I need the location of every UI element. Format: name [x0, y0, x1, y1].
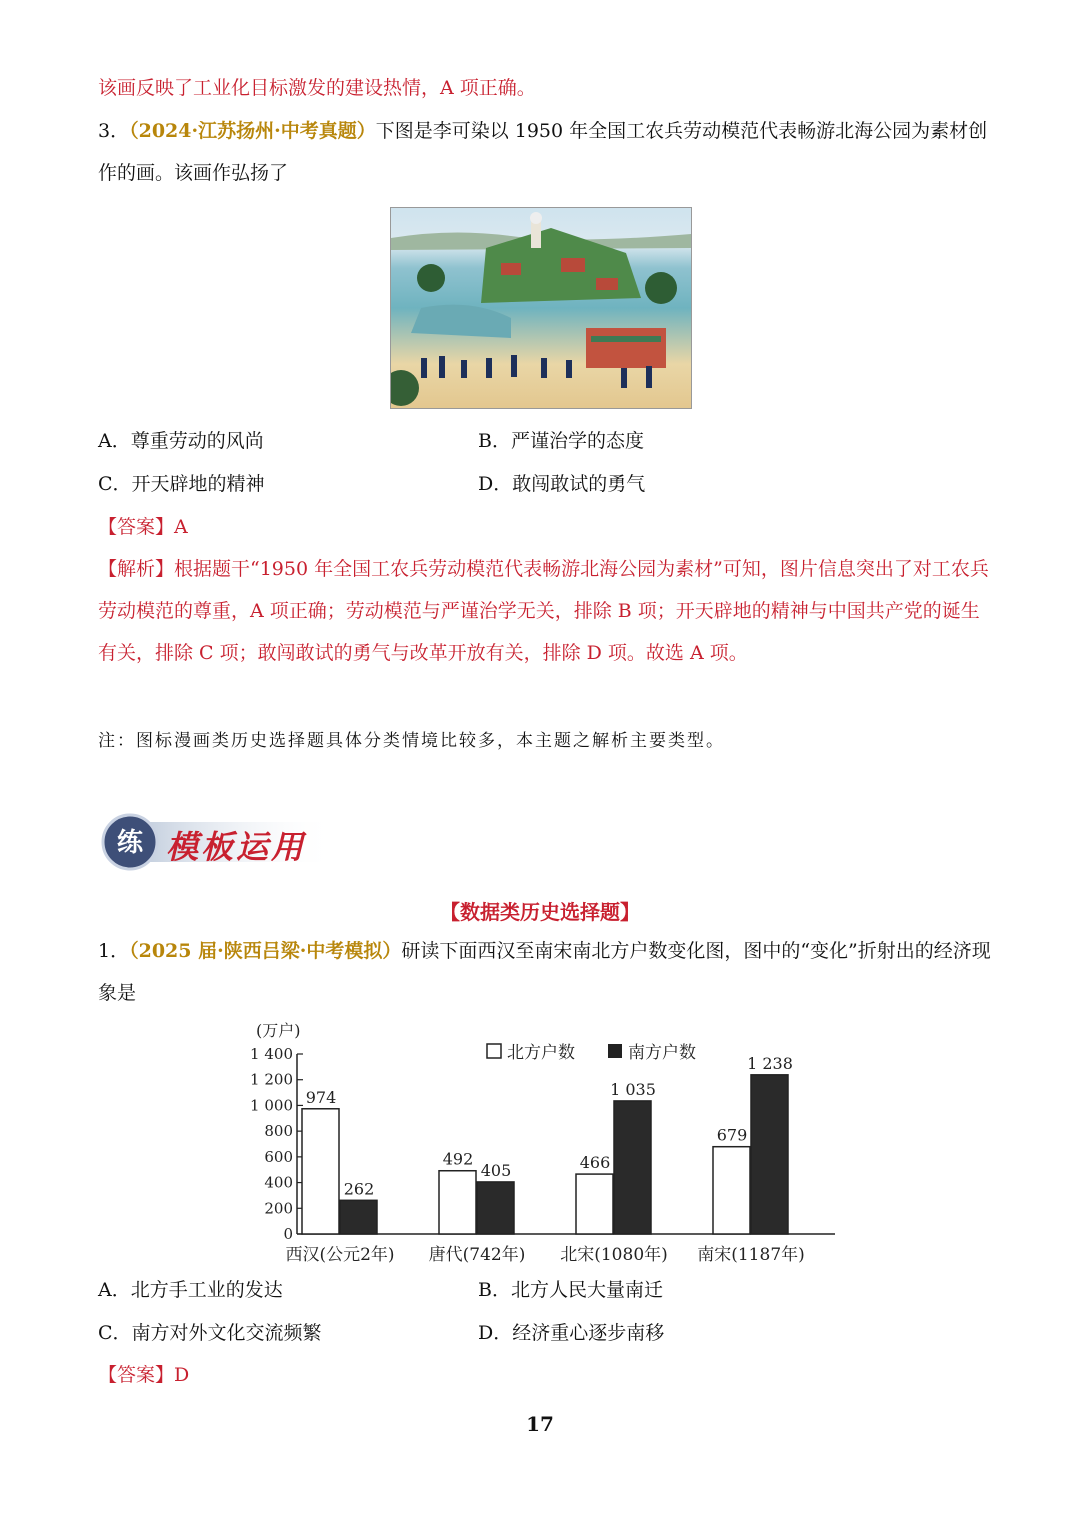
q1-answer: 【答案】D — [98, 1364, 190, 1386]
q2-answer-tail: 该画反映了工业化目标激发的建设热情，A 项正确。 — [98, 77, 536, 99]
q1-option-b: B．北方人民大量南迁 — [478, 1279, 663, 1301]
bar-south — [477, 1182, 514, 1234]
bar-value-label: 262 — [343, 1179, 375, 1199]
bar-north — [439, 1171, 476, 1234]
bar-south — [751, 1075, 788, 1234]
bar-value-label: 466 — [579, 1153, 611, 1173]
legend-north: 北方户数 — [507, 1043, 575, 1063]
banner-title: 模板运用 — [166, 828, 307, 866]
q1-source: （2025 届·陕西吕梁·中考模拟） — [129, 940, 402, 962]
q3-analysis-line1: 【解析】根据题干“1950 年全国工农兵劳动模范代表畅游北海公园为素材”可知，图片信息突出了对工农兵 — [98, 558, 989, 580]
q1-stem-text: 研读下面西汉至南宋南北方户数变化图，图中的“变化”折射出的经济现 — [401, 940, 991, 962]
legend-south: 南方户数 — [628, 1043, 696, 1063]
bar-value-label: 492 — [442, 1149, 474, 1169]
chart-ylabel: (万户) — [256, 1021, 301, 1040]
q3-option-d: D．敢闯敢试的勇气 — [478, 473, 646, 495]
legend-swatch-south — [608, 1044, 622, 1058]
bar-value-label: 405 — [480, 1160, 512, 1180]
beihai-park-painting — [390, 207, 692, 409]
q1-option-a: A．北方手工业的发达 — [98, 1279, 283, 1301]
household-bar-chart — [240, 1016, 850, 1270]
category-label: 南宋(1187年) — [697, 1245, 805, 1265]
banner-badge: 练 — [116, 828, 143, 858]
q1-option-d: D．经济重心逐步南移 — [478, 1322, 665, 1344]
bars — [302, 1075, 788, 1234]
y-tick-label: 400 — [264, 1173, 293, 1192]
painting-illustration — [391, 208, 691, 408]
q3-source: （2024·江苏扬州·中考真题） — [129, 120, 376, 142]
bar-value-label: 679 — [716, 1125, 748, 1145]
category-labels — [285, 1244, 804, 1265]
bar-value-label: 1 035 — [610, 1079, 656, 1099]
y-tick-label: 1 200 — [250, 1070, 293, 1089]
y-ticks — [250, 1045, 303, 1243]
q1-number: 1． — [98, 940, 130, 962]
category-label: 北宋(1080年) — [560, 1245, 668, 1265]
bar-north — [302, 1109, 339, 1234]
practice-banner — [100, 812, 336, 872]
bar-south — [614, 1101, 651, 1234]
y-tick-label: 1 000 — [250, 1096, 293, 1115]
y-tick-label: 800 — [264, 1122, 293, 1141]
section-title: 【数据类历史选择题】 — [440, 900, 640, 924]
bar-north — [576, 1174, 613, 1234]
note: 注：图标漫画类历史选择题具体分类情境比较多，本主题之解析主要类型。 — [98, 731, 725, 751]
y-tick-label: 200 — [264, 1199, 293, 1218]
q1-stem-line1 — [98, 938, 991, 964]
q3-option-a: A．尊重劳动的风尚 — [98, 430, 264, 452]
page-number: 17 — [526, 1412, 554, 1436]
q3-stem-line1 — [98, 118, 987, 144]
bar-value-label: 1 238 — [747, 1053, 793, 1073]
q3-stem-line2: 作的画。该画作弘扬了 — [98, 162, 289, 184]
y-tick-label: 600 — [264, 1147, 293, 1166]
y-tick-label: 0 — [283, 1225, 293, 1243]
q3-number: 3． — [98, 120, 130, 142]
q1-option-c: C．南方对外文化交流频繁 — [98, 1322, 322, 1344]
q3-option-b: B．严谨治学的态度 — [478, 430, 644, 452]
category-label: 西汉(公元2年) — [285, 1245, 395, 1265]
bar-value-label: 974 — [305, 1087, 337, 1107]
q3-answer: 【答案】A — [98, 516, 188, 538]
category-label: 唐代(742年) — [428, 1245, 526, 1265]
q1-stem-line2: 象是 — [98, 982, 137, 1004]
q3-option-c: C．开天辟地的精神 — [98, 473, 265, 495]
bar-north — [713, 1147, 750, 1234]
q3-analysis-line2: 劳动模范的尊重，A 项正确；劳动模范与严谨治学无关，排除 B 项；开天辟地的精神与中国共产党的诞生 — [98, 600, 980, 622]
q3-stem-text: 下图是李可染以 1950 年全国工农兵劳动模范代表畅游北海公园为素材创 — [375, 120, 988, 142]
y-tick-label: 1 400 — [250, 1045, 293, 1063]
legend-swatch-north — [487, 1044, 501, 1058]
q3-analysis-line3: 有关，排除 C 项；敢闯敢试的勇气与改革开放有关，排除 D 项。故选 A 项。 — [98, 642, 748, 664]
bar-south — [340, 1200, 377, 1234]
